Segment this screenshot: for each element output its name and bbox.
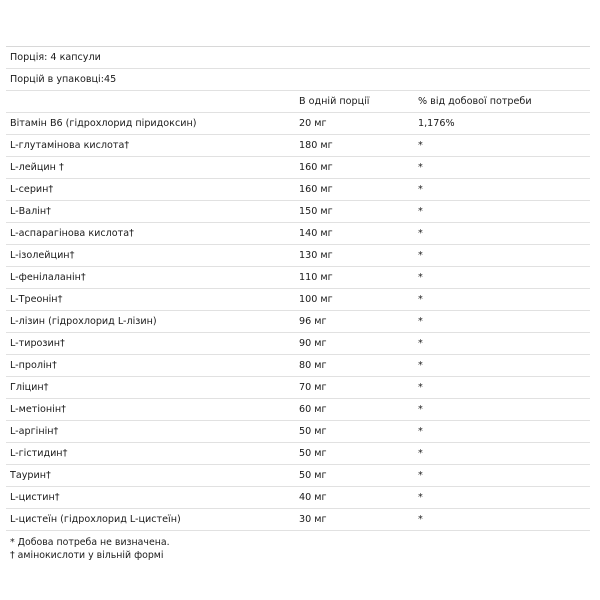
table-row [6,443,590,465]
table-row [6,311,590,333]
nutrient-daily-value: * [418,272,423,283]
table-row [6,245,590,267]
nutrient-daily-value: * [418,492,423,503]
nutrient-name: Гліцин† [10,382,49,393]
nutrient-amount: 160 мг [299,184,333,195]
column-header-amount: В одній порції [299,96,370,107]
nutrient-amount: 30 мг [299,514,327,525]
nutrient-daily-value: * [418,448,423,459]
nutrient-amount: 90 мг [299,338,327,349]
table-header-row [6,91,590,113]
table-row [6,333,590,355]
nutrient-name: L-метіонін† [10,404,66,415]
nutrient-amount: 130 мг [299,250,333,261]
nutrient-daily-value: * [418,162,423,173]
table-row [6,201,590,223]
nutrient-name: L-глутамінова кислота† [10,140,130,151]
nutrient-rows [6,113,590,531]
nutrient-name: L-тирозин† [10,338,65,349]
table-row [6,179,590,201]
nutrient-name: L-лізин (гідрохлорид L-лізин) [10,316,157,327]
nutrient-amount: 40 мг [299,492,327,503]
table-row [6,223,590,245]
nutrient-amount: 160 мг [299,162,333,173]
table-row [6,509,590,531]
nutrient-daily-value: * [418,382,423,393]
nutrient-name: L-серин† [10,184,54,195]
nutrient-daily-value: * [418,338,423,349]
nutrient-name: L-Треонін† [10,294,63,305]
serving-size-row [6,47,590,69]
table-row [6,113,590,135]
nutrient-amount: 50 мг [299,426,327,437]
table-row [6,465,590,487]
nutrient-amount: 150 мг [299,206,333,217]
nutrient-name: L-Валін† [10,206,51,217]
nutrient-name: L-цистеїн (гідрохлорид L-цистеїн) [10,514,181,525]
servings-per-container-value: 45 [104,74,117,85]
servings-per-container-row [6,69,590,91]
nutrient-amount: 50 мг [299,470,327,481]
nutrient-name: Таурин† [10,470,51,481]
nutrient-daily-value: * [418,140,423,151]
table-row [6,399,590,421]
nutrient-amount: 96 мг [299,316,327,327]
nutrient-daily-value: * [418,404,423,415]
nutrient-daily-value: * [418,316,423,327]
table-row [6,421,590,443]
nutrient-amount: 180 мг [299,140,333,151]
table-row [6,267,590,289]
servings-per-container-label: Порцій в упаковці: [10,74,104,85]
table-row [6,289,590,311]
nutrient-daily-value: * [418,426,423,437]
nutrient-amount: 70 мг [299,382,327,393]
nutrient-amount: 140 мг [299,228,333,239]
nutrient-name: L-фенілаланін† [10,272,86,283]
nutrient-amount: 100 мг [299,294,333,305]
table-row [6,135,590,157]
nutrient-amount: 110 мг [299,272,333,283]
nutrient-amount: 50 мг [299,448,327,459]
supplement-facts-table [6,46,590,562]
footnote-free-form: † амінокислоти у вільній формі [10,550,164,561]
nutrient-name: L-ізолейцин† [10,250,75,261]
nutrient-name: L-пролін† [10,360,57,371]
nutrient-name: L-лейцин † [10,162,64,173]
nutrient-name: L-гістидин† [10,448,68,459]
nutrient-name: L-цистин† [10,492,60,503]
nutrient-daily-value: * [418,470,423,481]
footnote-daily-value: * Добова потреба не визначена. [10,537,170,548]
nutrient-daily-value: * [418,294,423,305]
nutrient-daily-value: 1,176% [418,118,455,129]
table-row [6,487,590,509]
column-header-daily-value: % від добової потреби [418,96,532,107]
table-row [6,377,590,399]
serving-size: Порція: 4 капсули [10,52,101,63]
nutrient-daily-value: * [418,228,423,239]
nutrient-name: Вітамін B6 (гідрохлорид піридоксин) [10,118,197,129]
table-row [6,157,590,179]
nutrient-daily-value: * [418,514,423,525]
nutrient-amount: 20 мг [299,118,327,129]
nutrient-daily-value: * [418,206,423,217]
footnotes [6,531,590,562]
nutrient-daily-value: * [418,250,423,261]
nutrient-amount: 80 мг [299,360,327,371]
nutrient-name: L-аспарагінова кислота† [10,228,134,239]
nutrient-daily-value: * [418,184,423,195]
nutrient-name: L-аргінін† [10,426,59,437]
nutrient-daily-value: * [418,360,423,371]
table-row [6,355,590,377]
nutrient-amount: 60 мг [299,404,327,415]
